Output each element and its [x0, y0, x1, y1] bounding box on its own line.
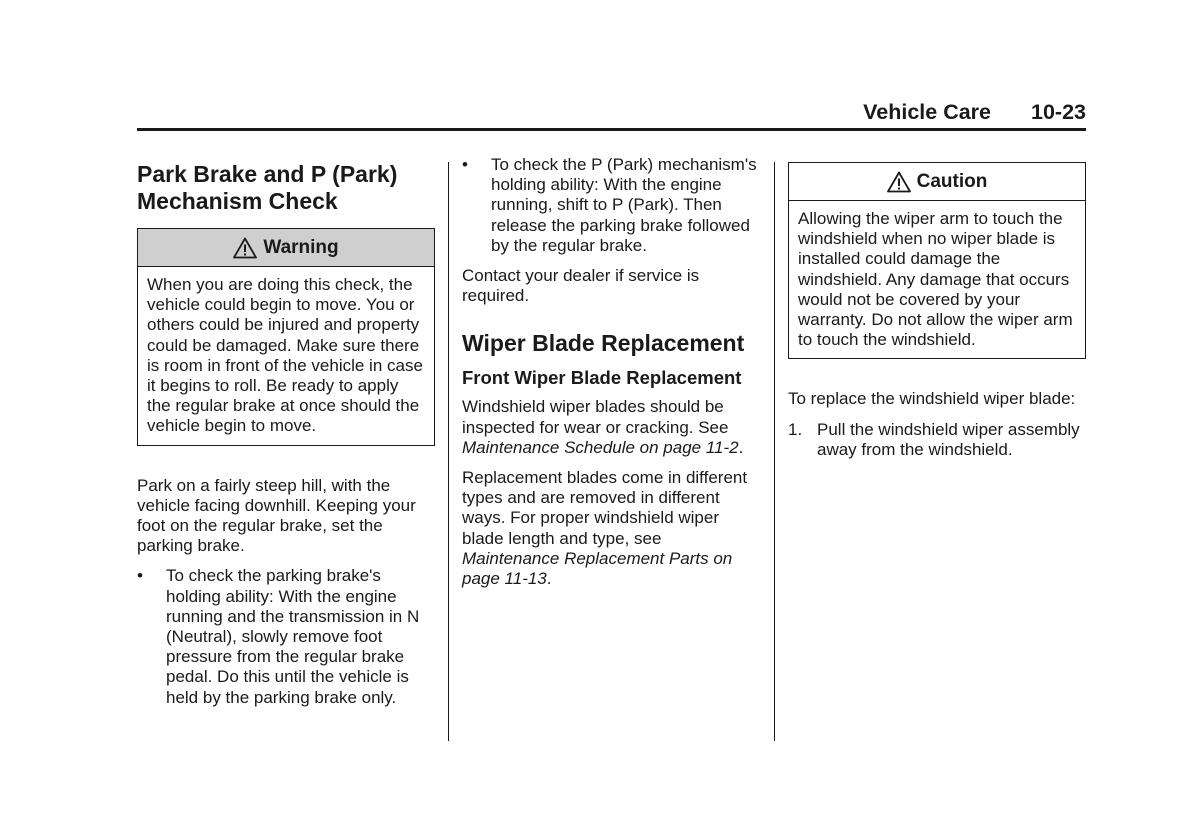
page-number: 10-23	[1031, 100, 1086, 124]
column-1	[137, 155, 435, 718]
period: .	[738, 437, 744, 457]
list-item	[462, 155, 760, 256]
paragraph	[462, 397, 760, 458]
warning-triangle-icon	[887, 171, 911, 193]
warning-label: Warning	[263, 236, 339, 258]
caution-label: Caution	[916, 170, 988, 192]
section-title: Vehicle Care	[863, 100, 991, 124]
page-header	[137, 100, 1086, 128]
caution-header	[789, 163, 1085, 201]
caution-text: Allowing the wiper arm to touch the windshield when no wiper blade is installed could damage the windshield. Any damage that occurs would not be covered by your warranty. Do not allow the wiper arm to touch the windshield.	[798, 209, 1073, 350]
column-divider	[448, 162, 449, 741]
period: .	[546, 569, 552, 589]
paragraph	[462, 468, 760, 589]
warning-triangle-icon	[233, 237, 257, 259]
step-text: Pull the windshield wiper assembly away from the windshield.	[817, 419, 1080, 459]
list-item	[137, 566, 435, 707]
warning-header	[138, 229, 434, 267]
header-rule	[137, 128, 1086, 131]
warning-box	[137, 228, 435, 446]
column-3	[788, 162, 1086, 470]
cross-reference-link[interactable]: Maintenance Schedule on page 11-2	[462, 437, 739, 457]
subsection-heading: Front Wiper Blade Replacement	[462, 367, 742, 389]
column-2	[462, 155, 760, 599]
cross-reference-link[interactable]: Maintenance Replacement Parts on page 11-13	[462, 548, 733, 589]
bullet-icon: •	[137, 566, 143, 586]
paragraph: To replace the windshield wiper blade:	[788, 389, 1076, 409]
bullet-icon: •	[462, 155, 468, 174]
warning-text: When you are doing this check, the vehicle could begin to move. You or others could be injured and property could be damaged. Make sure there is room in front of the vehicle in case it begins to roll. Be ready to apply the regular brake at once should the vehicle begin to move.	[147, 275, 423, 436]
caution-box	[788, 162, 1086, 359]
step-number: 1.	[788, 419, 803, 439]
column-divider	[774, 162, 775, 741]
paragraph: Contact your dealer if service is required.	[462, 266, 700, 306]
numbered-step	[788, 420, 1086, 460]
section-heading: Park Brake and P (Park) Mechanism Check	[137, 161, 398, 214]
list-item-text: To check the P (Park) mechanism's holding ability: With the engine running, shift to P (Park). Then release the parking brake followed by the regular brake.	[491, 155, 757, 255]
section-heading: Wiper Blade Replacement	[462, 330, 745, 357]
paragraph: Park on a fairly steep hill, with the vehicle facing downhill. Keeping your foot on the regular brake, set the parking brake.	[137, 475, 416, 556]
paragraph-text: Windshield wiper blades should be inspected for wear or cracking. See	[462, 397, 729, 437]
paragraph-text: Replacement blades come in different types and are removed in different ways. For proper windshield wiper blade length and type, see	[462, 468, 748, 548]
list-item-text: To check the parking brake's holding ability: With the engine running and the transmission in N (Neutral), slowly remove foot pressure from the regular brake pedal. Do this until the vehicle is held by the parking brake only.	[166, 566, 420, 707]
